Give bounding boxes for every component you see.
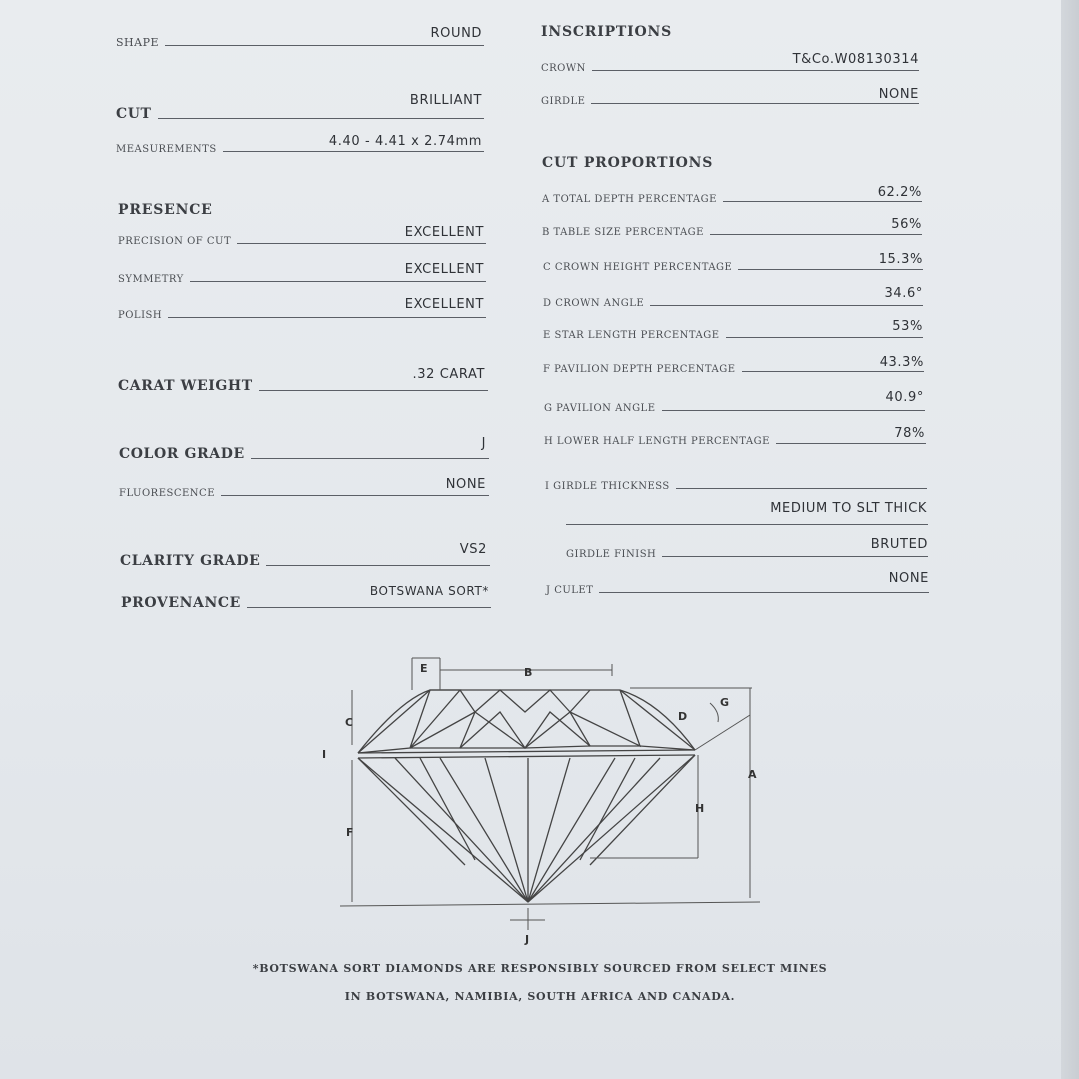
prop-a-value: 62.2%: [877, 185, 922, 200]
symmetry-value: EXCELLENT: [404, 262, 484, 277]
divider: [168, 316, 486, 318]
divider: [221, 494, 489, 496]
divider: [591, 102, 919, 104]
prop-d-value: 34.6°: [884, 286, 923, 301]
divider: [726, 336, 923, 338]
prop-h-row: [544, 436, 926, 447]
symmetry-label: SYMMETRY: [118, 274, 184, 285]
girdle-finish-label: GIRDLE FINISH: [566, 549, 657, 560]
provenance-value: BOTSWANA SORT*: [369, 584, 489, 598]
prop-b-row: [542, 227, 922, 238]
divider: [592, 69, 919, 71]
prop-g-label: G PAVILION ANGLE: [544, 403, 656, 414]
crown-value: T&Co.W08130314: [792, 52, 919, 67]
provenance-label: PROVENANCE: [121, 595, 241, 611]
page-edge: [1061, 0, 1079, 1079]
prop-i-row: [545, 481, 927, 492]
label-f: F: [346, 826, 354, 839]
prop-g-row: [544, 403, 925, 414]
prop-c-label: C CROWN HEIGHT PERCENTAGE: [543, 262, 733, 273]
prop-h-value: 78%: [894, 426, 925, 441]
fluorescence-value: NONE: [445, 477, 486, 492]
divider: [223, 150, 484, 152]
measurements-label: MEASUREMENTS: [116, 144, 217, 155]
prop-e-value: 53%: [892, 319, 923, 334]
divider: [259, 389, 488, 391]
label-j: J: [525, 933, 530, 946]
prop-f-value: 43.3%: [879, 355, 924, 370]
label-i: I: [322, 748, 327, 761]
prop-i-label: I GIRDLE THICKNESS: [545, 481, 670, 492]
prop-c-value: 15.3%: [878, 252, 923, 267]
divider: [662, 555, 928, 557]
label-a: A: [748, 768, 757, 781]
divider: [251, 457, 489, 459]
carat-label: CARAT WEIGHT: [118, 378, 253, 394]
label-d: D: [678, 710, 688, 723]
prop-e-label: E STAR LENGTH PERCENTAGE: [543, 330, 720, 341]
clarity-row: [120, 553, 490, 569]
precision-value: EXCELLENT: [404, 225, 484, 240]
presence-heading: PRESENCE: [118, 202, 213, 218]
carat-value: .32 CARAT: [412, 367, 485, 382]
cut-label: CUT: [116, 106, 152, 122]
clarity-label: CLARITY GRADE: [120, 553, 261, 569]
girdle-label: GIRDLE: [541, 96, 586, 107]
girdle-value: NONE: [878, 87, 919, 102]
prop-d-row: [543, 298, 923, 309]
color-row: [119, 446, 489, 462]
prop-i-value: MEDIUM TO SLT THICK: [770, 501, 927, 516]
cut-value: BRILLIANT: [409, 93, 482, 108]
cut-row: [116, 106, 484, 122]
label-b: B: [524, 666, 533, 679]
shape-label: SHAPE: [116, 36, 160, 49]
divider: [190, 280, 486, 282]
label-h: H: [695, 802, 705, 815]
prop-a-label: A TOTAL DEPTH PERCENTAGE: [542, 194, 717, 205]
divider: [710, 233, 922, 235]
divider: [676, 487, 927, 489]
prop-f-label: F PAVILION DEPTH PERCENTAGE: [543, 364, 736, 375]
shape-value: ROUND: [430, 26, 482, 41]
divider: [165, 44, 484, 46]
footnote-line-1: *BOTSWANA SORT DIAMONDS ARE RESPONSIBLY SOURCED FROM SELECT MINES: [252, 962, 828, 975]
prop-j-value: NONE: [888, 571, 929, 586]
fluorescence-row: [119, 488, 489, 499]
footnote-line-2: IN BOTSWANA, NAMIBIA, SOUTH AFRICA AND CANADA.: [344, 990, 736, 1003]
polish-value: EXCELLENT: [404, 297, 484, 312]
prop-f-row: [543, 364, 924, 375]
fluorescence-label: FLUORESCENCE: [119, 488, 215, 499]
prop-e-row: [543, 330, 923, 341]
inscriptions-heading: INSCRIPTIONS: [541, 24, 672, 40]
girdle-finish-value: BRUTED: [870, 537, 928, 552]
prop-a-row: [542, 194, 922, 205]
prop-g-value: 40.9°: [885, 390, 924, 405]
prop-j-row: [546, 585, 929, 596]
precision-label: PRECISION OF CUT: [118, 236, 232, 247]
divider: [723, 200, 922, 202]
prop-b-value: 56%: [891, 217, 922, 232]
label-e: E: [420, 662, 428, 675]
clarity-value: VS2: [459, 542, 487, 557]
crown-label: CROWN: [541, 63, 586, 74]
label-g: G: [720, 696, 730, 709]
cut-proportions-heading: CUT PROPORTIONS: [542, 155, 714, 171]
measurements-value: 4.40 - 4.41 x 2.74mm: [328, 134, 482, 149]
color-label: COLOR GRADE: [119, 446, 245, 462]
label-c: C: [345, 716, 354, 729]
divider: [650, 304, 923, 306]
divider: [158, 117, 484, 119]
divider: [599, 591, 929, 593]
prop-c-row: [543, 262, 923, 273]
prop-b-label: B TABLE SIZE PERCENTAGE: [542, 227, 704, 238]
divider: [738, 268, 923, 270]
divider: [247, 606, 491, 608]
prop-d-label: D CROWN ANGLE: [543, 298, 645, 309]
prop-i-line: [566, 524, 928, 525]
girdle-row: [541, 96, 919, 107]
diamond-diagram: [300, 640, 780, 950]
shape-row: [116, 36, 484, 49]
polish-label: POLISH: [118, 310, 163, 321]
divider: [742, 370, 924, 372]
divider: [237, 242, 486, 244]
prop-h-label: H LOWER HALF LENGTH PERCENTAGE: [544, 436, 770, 447]
divider: [266, 564, 490, 566]
prop-j-label: J CULET: [546, 585, 594, 596]
divider: [776, 442, 926, 444]
color-value: J: [481, 436, 486, 451]
divider: [662, 409, 926, 411]
